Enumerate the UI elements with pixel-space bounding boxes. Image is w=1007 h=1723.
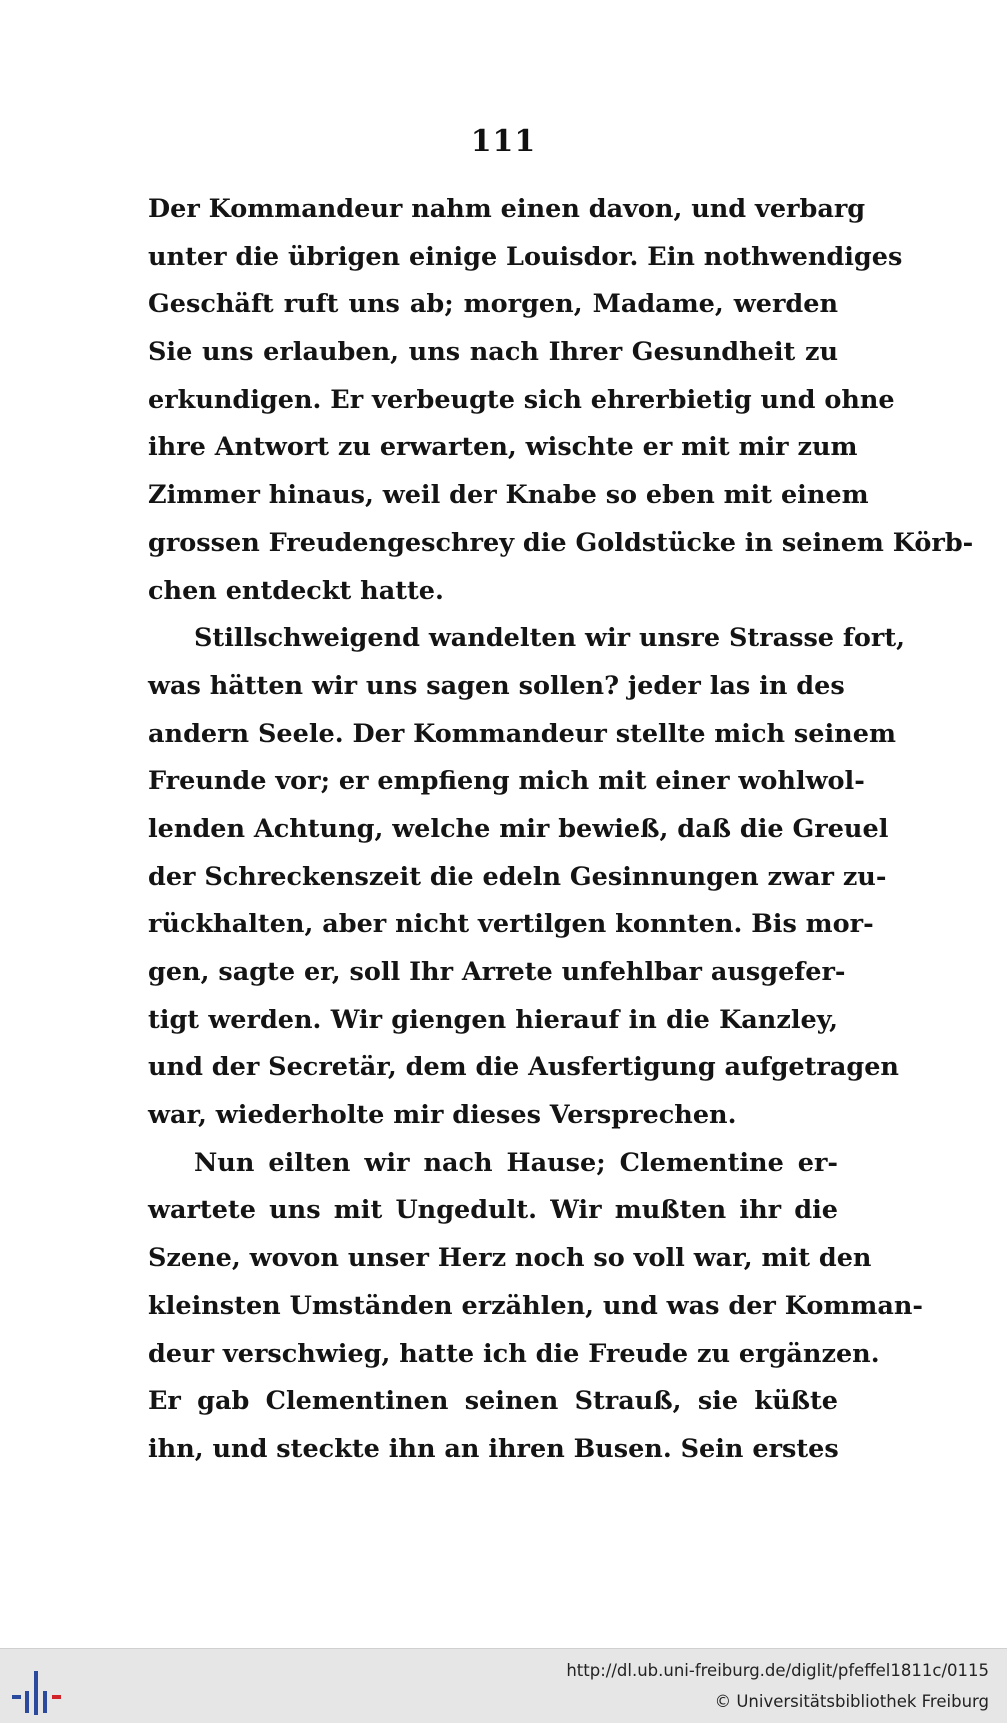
text-line: andern Seele. Der Kommandeur stellte mich seinem — [148, 718, 896, 749]
page-text — [148, 186, 974, 1474]
text-line: der Schreckenszeit die edeln Gesinnungen zwar zu- — [148, 861, 887, 892]
text-line: deur verschwieg, hatte ich die Freude zu ergänzen. — [148, 1338, 880, 1369]
text-line: chen entdeckt hatte. — [148, 575, 444, 606]
copyright-text: © Universitätsbibliothek Freiburg — [714, 1692, 989, 1711]
text-line: Geschäft ruft uns ab; morgen, Madame, werden — [148, 289, 838, 320]
text-line: erkundigen. Er verbeugte sich ehrerbietig und ohne — [148, 384, 895, 415]
text-line: Freunde vor; er empfieng mich mit einer wohlwol- — [148, 766, 865, 797]
text-line: lenden Achtung, welche mir bewieß, daß die Greuel — [148, 813, 889, 844]
document-url-link[interactable]: http://dl.ub.uni-freiburg.de/diglit/pfeffel1811c/0115 — [566, 1661, 989, 1680]
text-line: ihre Antwort zu erwarten, wischte er mit mir zum — [148, 432, 858, 463]
text-line: Zimmer hinaus, weil der Knabe so eben mit einem — [148, 480, 869, 511]
text-line: wartete uns mit Ungedult. Wir mußten ihr die — [148, 1195, 838, 1226]
text-line: tigt werden. Wir giengen hierauf in die Kanzley, — [148, 1004, 838, 1035]
text-line: Szene, wovon unser Herz noch so voll war, mit den — [148, 1243, 872, 1274]
text-line: Der Kommandeur nahm einen davon, und verbarg — [148, 194, 866, 224]
ub-freiburg-logo-icon[interactable] — [12, 1667, 66, 1719]
text-line: ihn, und steckte ihn an ihren Busen. Sein erstes — [148, 1433, 839, 1464]
text-line: war, wiederholte mir dieses Versprechen. — [148, 1100, 737, 1131]
text-line: gen, sagte er, soll Ihr Arrete unfehlbar ausgefer- — [148, 957, 846, 987]
text-line: kleinsten Umständen erzählen, und was der Komman- — [148, 1290, 923, 1321]
viewer-footer — [0, 1648, 1007, 1723]
text-line: rückhalten, aber nicht vertilgen konnten. Bis mor- — [148, 909, 874, 940]
text-line: Er gab Clementinen seinen Strauß, sie küßte — [148, 1386, 838, 1417]
page-number: 111 — [470, 124, 537, 159]
text-line: Sie uns erlauben, uns nach Ihrer Gesundheit zu — [148, 337, 838, 368]
text-line: Stillschweigend wandelten wir unsre Strasse fort, — [194, 623, 905, 654]
text-line: und der Secretär, dem die Ausfertigung aufgetragen — [148, 1052, 899, 1083]
text-line: unter die übrigen einige Louisdor. Ein nothwendiges — [148, 241, 903, 272]
text-line: was hätten wir uns sagen sollen? jeder las in des — [148, 670, 845, 701]
text-line: Nun eilten wir nach Hause; Clementine er- — [194, 1147, 838, 1178]
text-line: grossen Freudengeschrey die Goldstücke in seinem Körb- — [148, 527, 974, 558]
